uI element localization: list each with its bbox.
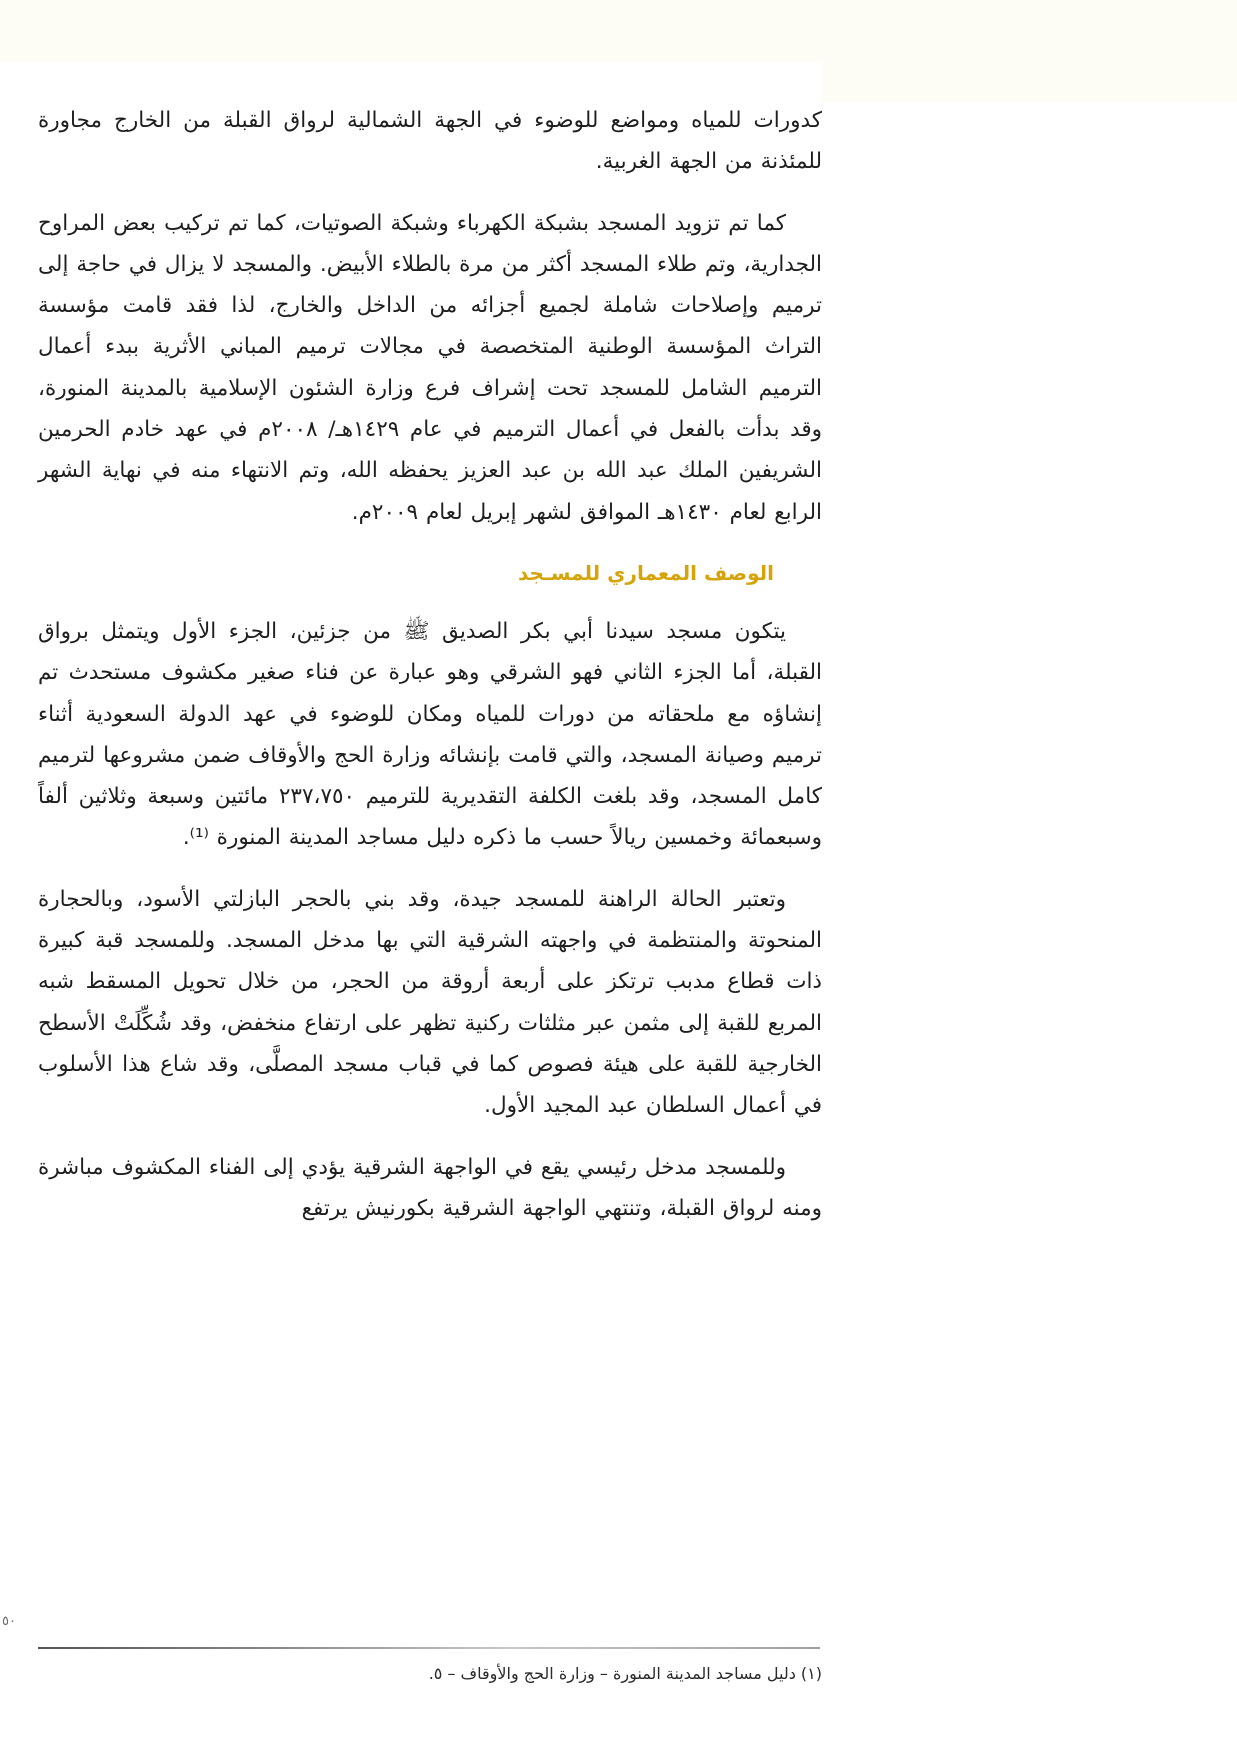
paragraph-p4: وتعتبر الحالة الراهنة للمسجد جيدة، وقد بني بالحجر البازلتي الأسود، وبالحجارة المنحوتة والمنتظمة في واجهته الشرقية التي بها مدخل المسجد. وللمسجد قبة كبيرة ذات قطاع مدبب ترتكز على أربعة أروقة من الحجر، من خلال تحويل المسقط شبه المربع للقبة إلى مثمن عبر مثلثات ركنية تظهر على ارتفاع منخفض، وقد شُكِّلَتْ الأسطح الخارجية للقبة على هيئة فصوص كما في قباب مسجد المصلَّى، وقد شاع هذا الأسلوب في أعمال السلطان عبد المجيد الأول. xyxy=(38,886,822,1119)
scan-top-margin-right xyxy=(822,62,1237,102)
paragraph-p1: كدورات للمياه ومواضع للوضوء في الجهة الشمالية لرواق القبلة من الخارج مجاورة للمئذنة من الجهة الغربية. xyxy=(38,108,822,175)
section-heading-architectural-description: الوصف المعماري للمسـجد xyxy=(517,560,774,585)
footnote: (١) دليل مساجد المدينة المنورة – وزارة الحج والأوقاف – ٥. xyxy=(428,1664,822,1683)
paragraph-p2: كما تم تزويد المسجد بشبكة الكهرباء وشبكة الصوتيات، كما تم تركيب بعض المراوح الجدارية، وتم طلاء المسجد أكثر من مرة بالطلاء الأبيض. والمسجد لا يزال في حاجة إلى ترميم وإصلاحات شاملة لجميع أجزائه من الداخل والخارج، لذا فقد قامت مؤسسة التراث المؤسسة الوطنية المتخصصة في مجالات ترميم المباني الأثرية ببدء أعمال الترميم الشامل للمسجد تحت إشراف فرع وزارة الشئون الإسلامية بالمدينة المنورة، وقد بدأت بالفعل في أعمال الترميم في عام ١٤٢٩هـ/ ٢٠٠٨م في عهد خادم الحرمين الشريفين الملك عبد الله بن عبد العزيز يحفظه الله، وتم الانتهاء منه في نهاية الشهر الرابع لعام ١٤٣٠هـ الموافق لشهر إبريل لعام ٢٠٠٩م. xyxy=(38,210,823,525)
page-number: ٥٠ xyxy=(2,1614,16,1629)
paragraph-p5: وللمسجد مدخل رئيسي يقع في الواجهة الشرقية يؤدي إلى الفناء المكشوف مباشرة ومنه لرواق القبلة، وتنتهي الواجهة الشرقية بكورنيش يرتفع xyxy=(38,1154,822,1221)
paragraph-p3: يتكون مسجد سيدنا أبي بكر الصديق ﷺ من جزئين، الجزء الأول ويتمثل برواق القبلة، أما الجزء الثاني فهو الشرقي وهو عبارة عن فناء صغير مكشوف مستحدث تم إنشاؤه مع ملحقاته من دورات للمياه ومكان للوضوء في عهد الدولة السعودية أثناء ترميم وصيانة المسجد، والتي قامت بإنشائه وزارة الحج والأوقاف ضمن مشروعها لترميم كامل المسجد، وقد بلغت الكلفة التقديرية للترميم ٢٣٧،٧٥٠ مائتين وسبعة وثلاثين ألفاً وسبعمائة وخمسين ريالاً حسب ما ذكره دليل مساجد المدينة المنورة ⁽¹⁾. xyxy=(38,618,822,851)
footnote-divider xyxy=(38,1647,820,1649)
scan-top-margin xyxy=(0,0,1237,62)
page-body xyxy=(38,100,822,1249)
